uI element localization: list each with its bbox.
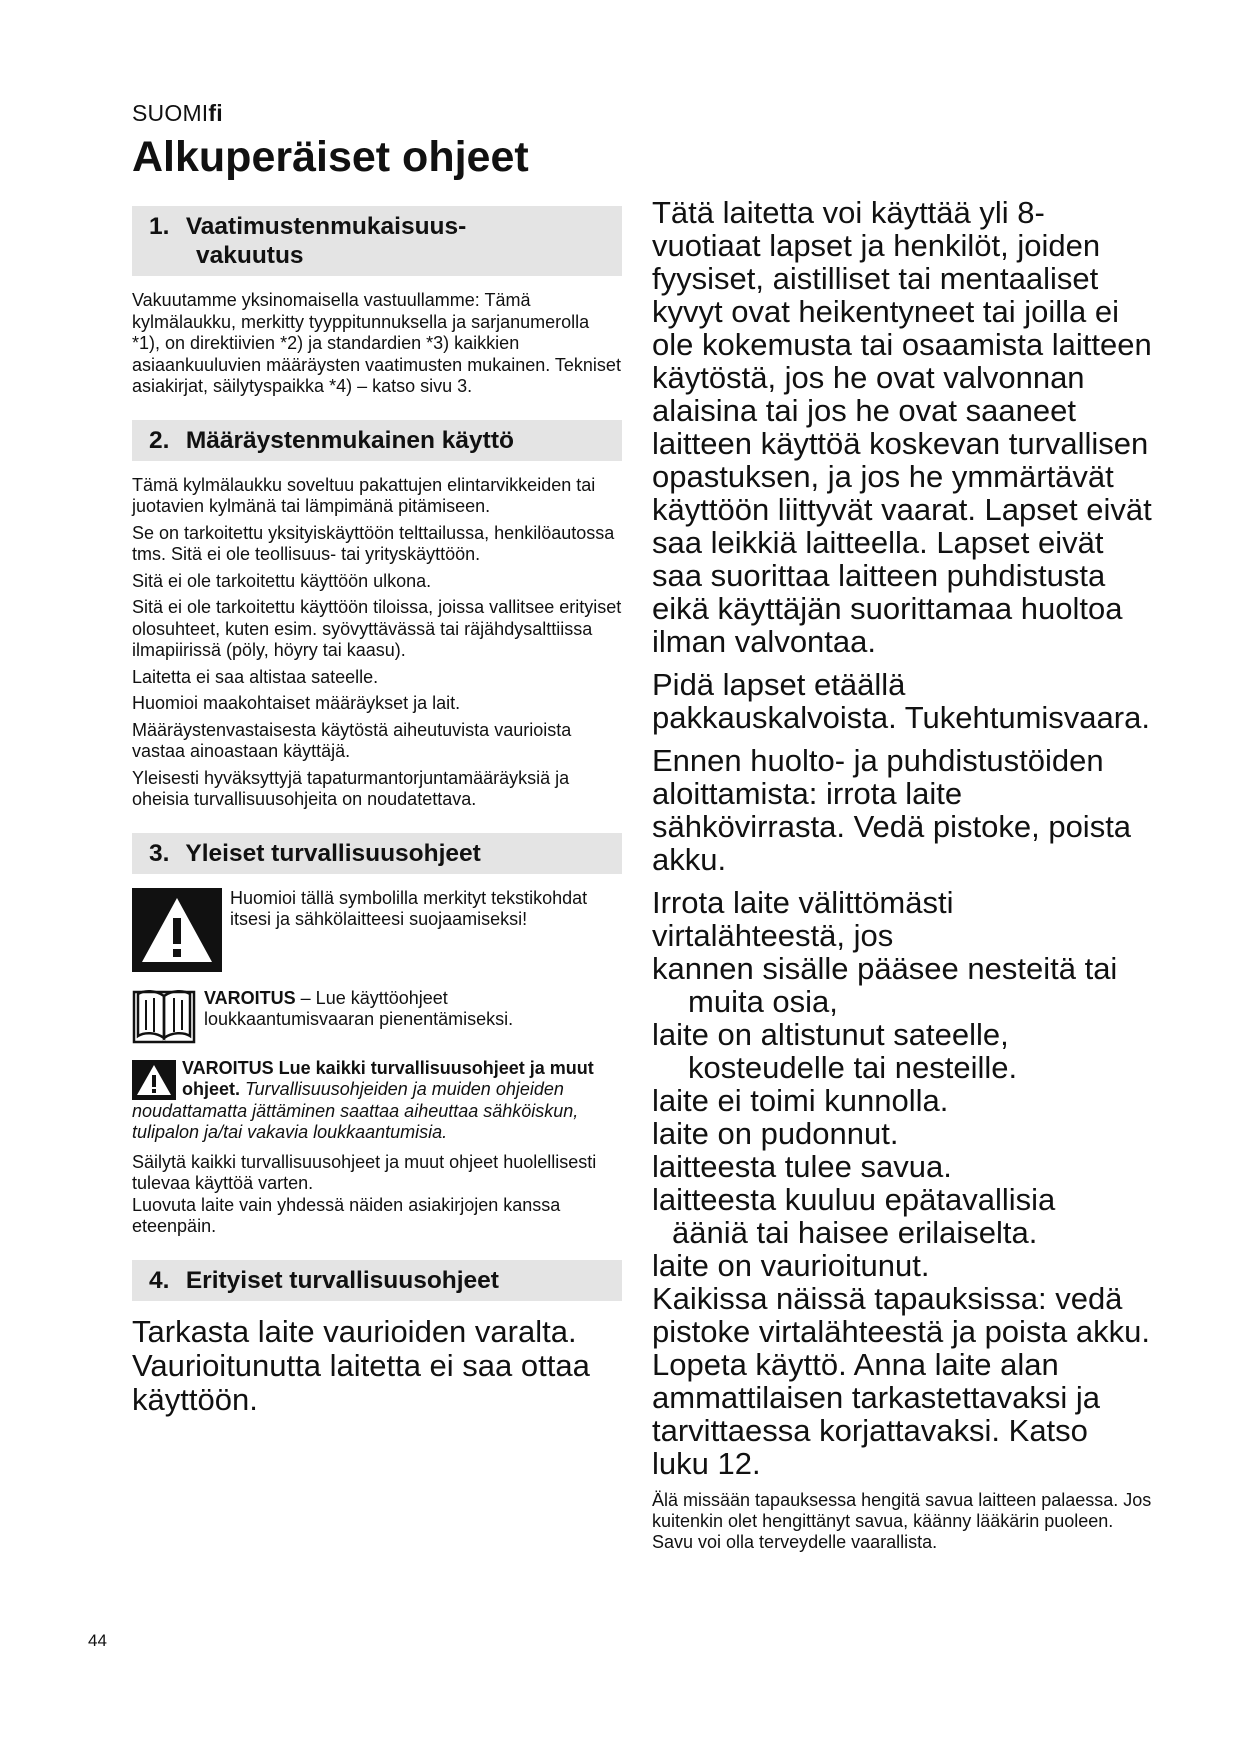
list-item-cont: kosteudelle tai nesteille. xyxy=(688,1050,1018,1085)
smoke-warning: Älä missään tapauksessa hengitä savua laitteen palaessa. Jos kuitenkin olet hengittänyt savua, käänny lääkärin puoleen. Savu voi olla terveydelle vaarallista. xyxy=(652,1490,1152,1552)
section-2-para: Tämä kylmälaukku soveltuu pakattujen elintarvikkeiden tai juotavien kylmänä tai lämpimänä pitämiseen. xyxy=(132,474,596,516)
manual-note-row xyxy=(132,982,622,1044)
section-3-heading: 3. Yleiset turvallisuusohjeet xyxy=(132,833,622,874)
section-4-text: Tarkasta laite vaurioiden varalta. Vaurioitunutta laitetta ei saa ottaa käyttöön. xyxy=(132,1313,590,1417)
section-2-para: Laitetta ei saa altistaa sateelle. xyxy=(132,666,379,687)
list-item-cont: muita osia, xyxy=(688,984,838,1019)
section-2-para: Sitä ei ole tarkoitettu käyttöön tiloissa, joissa vallitsee erityiset olosuhteet, kuten esim. syövyttävässä tai räjähdysalttiissa ilmapiirissä (pöly, höyry tai kaasu). xyxy=(132,597,622,660)
section-2-para: Sitä ei ole tarkoitettu käyttöön ulkona. xyxy=(132,570,432,591)
section-1-text: Vakuutamme yksinomaisella vastuullamme: Tämä kylmälaukku, merkitty tyyppitunnuksella ja sarjanumerolla *1), on direktiivien *2) ja standardien *3) kaikkien asiaankuuluvien määräysten vaatimusten mukainen. Tekniset asiakirjat, säilytyspaikka *4) – katso sivu 3. xyxy=(132,290,621,396)
keep-instructions: Säilytä kaikki turvallisuusohjeet ja muut ohjeet huolellisesti tulevaa käyttöä varten. xyxy=(132,1151,597,1193)
packaging-warning: Pidä lapset etäällä pakkauskalvoista. Tukehtumisvaara. xyxy=(652,667,1150,735)
maintenance-warning: Ennen huolto- ja puhdistustöiden aloittamista: irrota laite sähkövirrasta. Vedä pistoke, poista akku. xyxy=(652,743,1132,877)
symbol-note-text: Huomioi tällä symbolilla merkityt tekstikohdat itsesi ja sähkölaitteesi suojaamiseksi! xyxy=(230,887,588,929)
section-2-para: Yleisesti hyväksyttyjä tapaturmantorjuntamääräyksiä ja oheisia turvallisuusohjeita on noudatettava. xyxy=(132,767,570,809)
read-manual-icon xyxy=(132,982,196,1044)
symbol-note-row xyxy=(132,888,622,972)
left-column xyxy=(132,206,622,1417)
right-column xyxy=(652,196,1152,1561)
pass-on-text: Luovuta laite vain yhdessä näiden asiakirjojen kanssa eteenpäin. xyxy=(132,1194,561,1236)
warning-paragraph: VAROITUS Lue kaikki turvallisuusohjeet ja muut ohjeet. Turvallisuusohjeiden ja muiden ohjeiden noudattamatta jättäminen saattaa aiheuttaa sähköiskun, tulipalon ja/tai vakavia loukkaantumisia. xyxy=(132,1057,594,1142)
section-1-heading: 1. Vaatimustenmukaisuus- vakuutus xyxy=(132,206,622,276)
list-item: laitteesta kuuluu epätavallisia xyxy=(652,1182,1056,1217)
section-2-heading: 2. Määräystenmukainen käyttö xyxy=(132,420,622,461)
list-item: laite on altistunut sateelle, xyxy=(652,1017,1009,1052)
manual-note-text: VAROITUS – Lue käyttöohjeet loukkaantumisvaaran pienentämiseksi. xyxy=(204,987,514,1029)
list-item: laite ei toimi kunnolla. xyxy=(652,1083,949,1118)
page-number: 44 xyxy=(88,1631,107,1650)
disconnect-list: Irrota laite välittömästi virtalähteestä, jos kannen sisälle pääsee nesteitä tai muita osia, laite on altistunut sateelle, kosteudelle tai nesteille. laite ei toimi kunnolla. laite on pudonnut. laitteesta tulee savua. laitteesta kuuluu epätavallisia ääniä tai haisee erilaiselta. laite on vaurioitunut. xyxy=(652,886,1152,1282)
warning-triangle-icon xyxy=(132,888,222,972)
page-title: Alkuperäiset ohjeet xyxy=(132,133,529,181)
section-2-para: Määräystenvastaisesta käytöstä aiheutuvista vaurioista vastaa ainoastaan käyttäjä. xyxy=(132,719,572,761)
all-cases-text: Kaikissa näissä tapauksissa: vedä pistoke virtalähteestä ja poista akku. Lopeta käyttö. Anna laite alan ammattilaisen tarkastettavaksi ja tarvittaessa korjattavaksi. Katso luku 12. xyxy=(652,1281,1150,1481)
list-item: laite on vaurioitunut. xyxy=(652,1248,930,1283)
list-item: kannen sisälle pääsee nesteitä tai xyxy=(652,951,1118,986)
section-2-para: Se on tarkoitettu yksityiskäyttöön telttailussa, henkilöautossa tms. Sitä ei ole teollisuus- tai yrityskäyttöön. xyxy=(132,522,615,564)
section-4-heading: 4. Erityiset turvallisuusohjeet xyxy=(132,1260,622,1301)
warning-triangle-small-icon xyxy=(132,1060,176,1100)
language-label: SUOMIfi xyxy=(132,100,223,126)
list-item: laite on pudonnut. xyxy=(652,1116,899,1151)
list-item-cont: ääniä tai haisee erilaiselta. xyxy=(672,1215,1038,1250)
list-item: laitteesta tulee savua. xyxy=(652,1149,952,1184)
section-2-para: Huomioi maakohtaiset määräykset ja lait. xyxy=(132,693,461,713)
children-usage-text: Tätä laitetta voi käyttää yli 8-vuotiaat lapset ja henkilöt, joiden fyysiset, aistilliset tai mentaaliset kyvyt ovat heikentyneet tai joilla ei ole kokemusta tai osaamista laitteen käytöstä, jos he ovat valvonnan alaisina tai jos he ovat saaneet laitteen käyttöä koskevan turvallisen opastuksen, ja jos he ymmärtävät käyttöön liittyvät vaarat. Lapset eivät saa leikkiä laitteella. Lapset eivät saa suorittaa laitteen puhdistusta eikä käyttäjän suorittamaa huoltoa ilman valvontaa. xyxy=(652,195,1152,659)
